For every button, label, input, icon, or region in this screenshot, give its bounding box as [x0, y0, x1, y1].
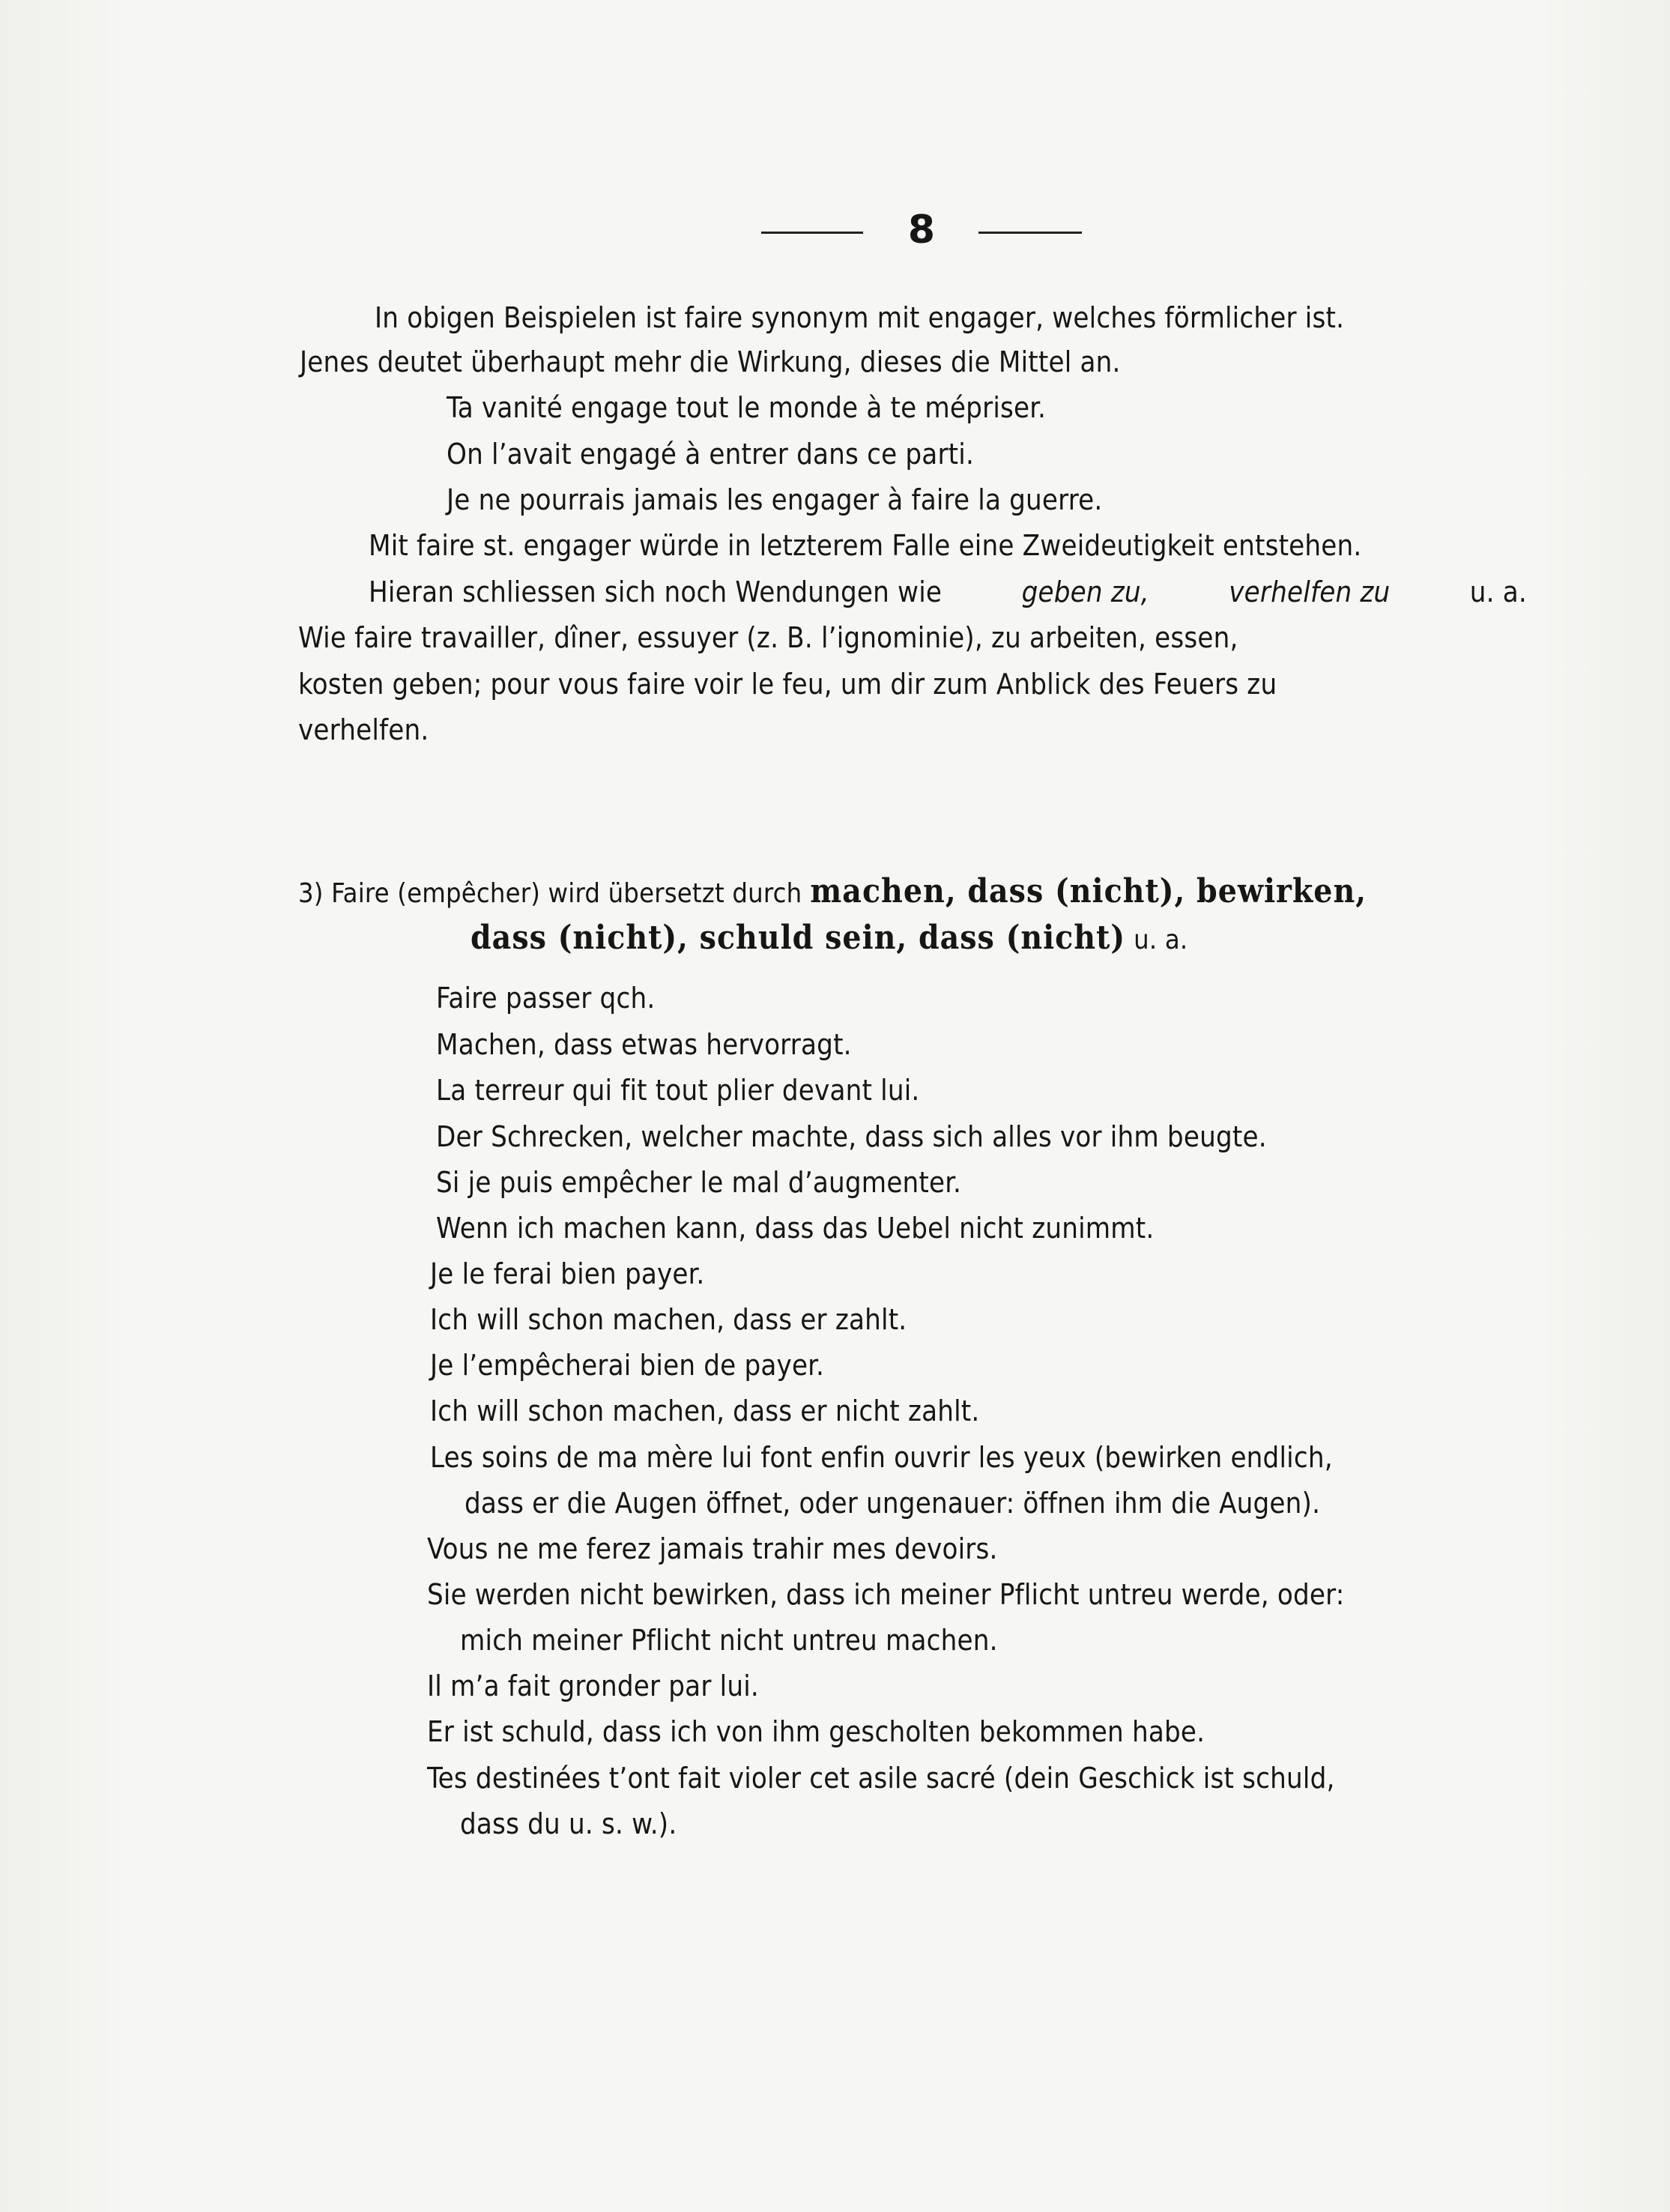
header-rule-right — [978, 232, 1082, 234]
section-3-label: 3) Faire (empêcher) wird übersetzt durch — [298, 878, 802, 909]
example-line: Les soins de ma mère lui font enfin ouvrir les yeux (bewirken endlich, — [430, 1441, 1333, 1474]
section-3-keywords-1: machen, dass (nicht), bewirken, — [810, 872, 1367, 910]
section-3-heading-line-2 — [471, 916, 1188, 963]
example-line: dass er die Augen öffnet, oder ungenauer: öffnen ihm die Augen). — [465, 1487, 1321, 1520]
intro-line-4-end: u. a. — [1469, 575, 1527, 608]
intro-example-2: On l’avait engagé à entrer dans ce parti. — [447, 438, 975, 471]
section-3-heading-line-1 — [298, 869, 1367, 916]
intro-line-4-text: Hieran schliessen sich noch Wendungen wie — [369, 575, 943, 608]
intro-example-1: Ta vanité engage tout le monde à te mépriser. — [447, 391, 1047, 424]
section-3-keywords-2: dass (nicht), schuld sein, dass (nicht) — [471, 919, 1126, 957]
example-line: Faire passer qch. — [436, 982, 656, 1015]
example-line: Vous ne me ferez jamais trahir mes devoirs. — [427, 1532, 998, 1565]
example-line: dass du u. s. w.). — [460, 1807, 677, 1840]
intro-line-2: Jenes deutet überhaupt mehr die Wirkung, dieses die Mittel an. — [300, 345, 1121, 378]
intro-line-7: verhelfen. — [298, 713, 429, 746]
intro-line-4-italic-1: geben zu, — [1021, 575, 1149, 608]
example-line: Tes destinées t’ont fait violer cet asile sacré (dein Geschick ist schuld, — [427, 1762, 1335, 1795]
example-line: Il m’a fait gronder par lui. — [427, 1669, 759, 1702]
page-header — [0, 204, 1670, 256]
example-line: Ich will schon machen, dass er nicht zahlt. — [430, 1394, 980, 1427]
example-line: Je l’empêcherai bien de payer. — [430, 1349, 824, 1382]
example-line: Si je puis empêcher le mal d’augmenter. — [436, 1166, 962, 1199]
intro-line-6: kosten geben; pour vous faire voir le feu, um dir zum Anblick des Feuers zu — [298, 668, 1277, 701]
intro-line-4-italic-2: verhelfen zu — [1229, 575, 1391, 608]
example-line: Ich will schon machen, dass er zahlt. — [430, 1303, 907, 1336]
example-line: Wenn ich machen kann, dass das Uebel nicht zunimmt. — [436, 1212, 1155, 1245]
example-line: Machen, dass etwas hervorragt. — [436, 1028, 852, 1061]
example-line: Sie werden nicht bewirken, dass ich meiner Pflicht untreu werde, oder: — [427, 1578, 1345, 1611]
intro-line-4 — [369, 569, 1527, 614]
example-line: Er ist schuld, dass ich von ihm gescholten bekommen habe. — [427, 1715, 1205, 1748]
intro-line-1: In obigen Beispielen ist faire synonym mit engager, welches förmlicher ist. — [375, 301, 1345, 334]
example-line: Je le ferai bien payer. — [430, 1257, 705, 1290]
example-line: La terreur qui fit tout plier devant lui. — [436, 1074, 920, 1107]
section-3-ua: u. a. — [1134, 925, 1188, 955]
example-line: Der Schrecken, welcher machte, dass sich alles vor ihm beugte. — [436, 1120, 1267, 1153]
example-line: mich meiner Pflicht nicht untreu machen. — [460, 1624, 998, 1657]
intro-line-3: Mit faire st. engager würde in letzterem Falle eine Zweideutigkeit entstehen. — [369, 529, 1362, 562]
intro-example-3: Je ne pourrais jamais les engager à faire la guerre. — [447, 483, 1103, 516]
header-rule-left — [761, 232, 863, 234]
page-number: 8 — [907, 208, 936, 253]
intro-line-5: Wie faire travailler, dîner, essuyer (z. B. l’ignominie), zu arbeiten, essen, — [298, 621, 1238, 654]
